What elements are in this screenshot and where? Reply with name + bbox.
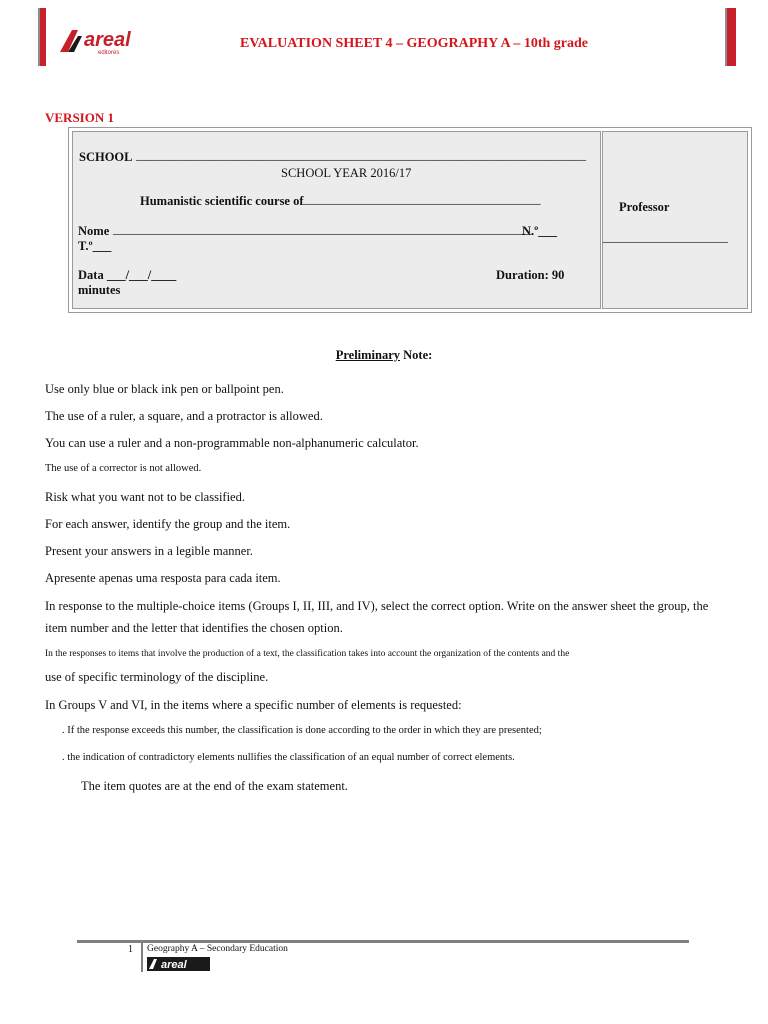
student-info-panel xyxy=(72,131,601,309)
footer-areal-logo xyxy=(147,957,210,971)
footer-separator xyxy=(141,942,143,972)
page-title: EVALUATION SHEET 4 – GEOGRAPHY A – 10th grade xyxy=(240,36,588,51)
professor-signature-field[interactable]: ____________________ xyxy=(603,230,728,244)
footer-divider xyxy=(77,940,689,943)
header-bar-left xyxy=(38,8,46,66)
note-item: The use of a corrector is not allowed. xyxy=(45,463,202,474)
duration-label: Duration: 90 xyxy=(496,268,565,282)
school-field[interactable]: ________________________________________________________________________ xyxy=(136,148,586,162)
footer-logo-wordmark: areal xyxy=(161,959,187,971)
version-label: VERSION 1 xyxy=(45,110,114,125)
header-bar-right xyxy=(725,8,736,66)
note-subitem: . If the response exceeds this number, the classification is done according to the order in which they are presented; xyxy=(62,725,542,736)
note-subitem: . the indication of contradictory elements nullifies the classification of an equal number of correct elements. xyxy=(62,752,515,763)
footer-text: Geography A – Secondary Education xyxy=(147,944,288,954)
note-item: item number and the letter that identifies the chosen option. xyxy=(45,621,343,635)
course-field[interactable]: ______________________________________ xyxy=(303,192,541,206)
note-item: In response to the multiple-choice items (Groups I, II, III, and IV), select the correct option. Write on the answer sheet the group, the xyxy=(45,599,709,613)
preliminary-note-heading xyxy=(0,348,768,363)
note-item: The use of a ruler, a square, and a protractor is allowed. xyxy=(45,409,323,423)
note-item: Apresente apenas uma resposta para cada item. xyxy=(45,571,281,585)
logo-subtext: editores xyxy=(98,50,120,56)
course-label: Humanistic scientific course of xyxy=(140,194,304,208)
school-label: SCHOOL xyxy=(79,150,133,164)
note-item: Risk what you want not to be classified. xyxy=(45,490,245,504)
professor-panel xyxy=(602,131,748,309)
page-number: 1 xyxy=(128,944,133,955)
note-item: For each answer, identify the group and the item. xyxy=(45,517,291,531)
number-field[interactable]: N.º___ xyxy=(522,224,558,238)
name-field[interactable]: ___________________________________________________________________ xyxy=(113,222,532,236)
areal-logo xyxy=(58,26,178,56)
note-item: Present your answers in a legible manner. xyxy=(45,544,253,558)
note-item: use of specific terminology of the discipline. xyxy=(45,670,269,684)
duration-unit: minutes xyxy=(78,283,121,297)
note-word: Note: xyxy=(400,348,433,362)
note-item: In Groups V and VI, in the items where a specific number of elements is requested: xyxy=(45,698,462,712)
note-item: In the responses to items that involve the production of a text, the classification takes into account the organization of the contents and the xyxy=(45,649,570,659)
student-info-box xyxy=(68,127,752,313)
date-field[interactable]: Data ___/___/____ xyxy=(78,268,177,282)
preliminary-word: Preliminary xyxy=(335,348,401,362)
logo-wordmark: areal xyxy=(84,29,131,51)
note-item: Use only blue or black ink pen or ballpoint pen. xyxy=(45,382,284,396)
note-item: The item quotes are at the end of the exam statement. xyxy=(81,779,348,793)
class-field[interactable]: T.º___ xyxy=(78,239,112,253)
name-label: Nome xyxy=(78,224,110,238)
school-year: SCHOOL YEAR 2016/17 xyxy=(281,166,412,180)
note-item: You can use a ruler and a non-programmable non-alphanumeric calculator. xyxy=(45,436,419,450)
professor-label: Professor xyxy=(619,200,670,214)
